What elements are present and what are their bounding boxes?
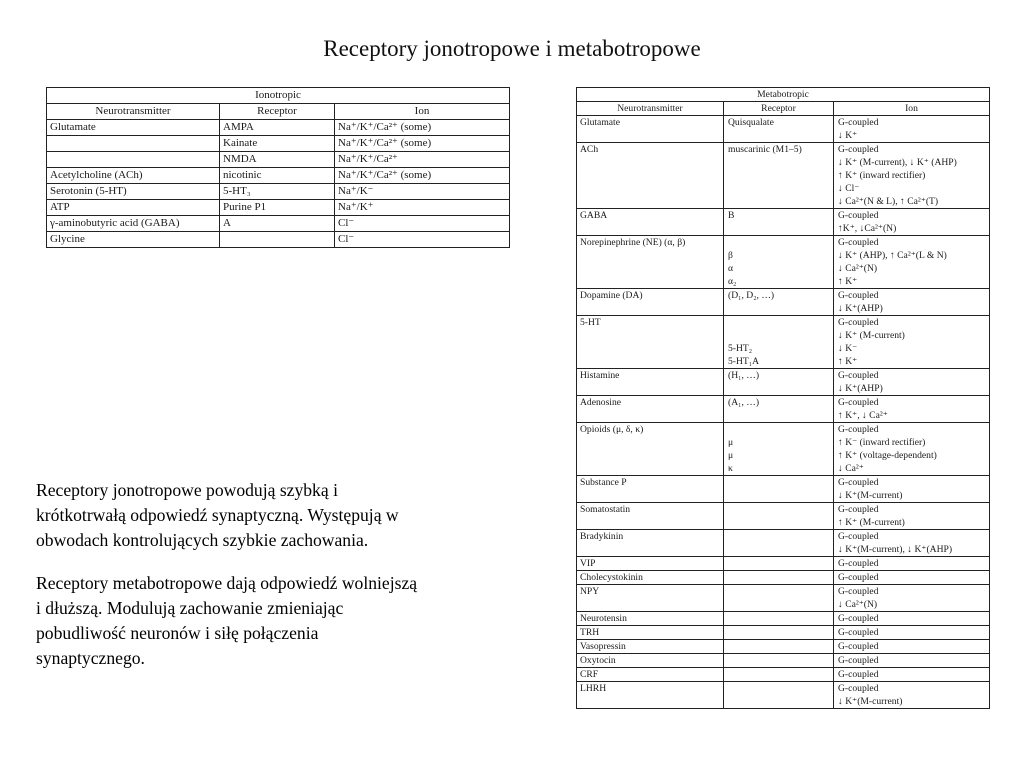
paragraph-metabotropic: [36, 571, 551, 671]
receptor-cell: [724, 209, 834, 236]
table-cell: 5-HT₃: [220, 184, 335, 200]
receptor-name: 5-HT₂: [728, 343, 753, 354]
ion-effect: ↓ Ca²⁺(N): [838, 599, 878, 610]
table-row: [577, 396, 990, 423]
blank-line: [728, 169, 830, 182]
neurotransmitter-name: TRH: [580, 627, 600, 638]
blank-line: [728, 503, 830, 516]
neurotransmitter-cell: [577, 503, 724, 530]
receptor-name: β: [728, 250, 733, 261]
ion-cell: [834, 654, 990, 668]
ion-effect: ↓ K⁺ (AHP), ↑ Ca²⁺(L & N): [838, 250, 947, 261]
ion-effect: G-coupled: [838, 558, 879, 569]
neurotransmitter-cell: [577, 476, 724, 503]
table-row: [577, 612, 990, 626]
blank-line: [728, 612, 830, 625]
blank-line: [728, 640, 830, 653]
ion-effect: ↑ K⁻ (inward rectifier): [838, 437, 926, 448]
blank-line: [728, 585, 830, 598]
table-row: [47, 152, 510, 168]
blank-line: [728, 557, 830, 570]
table-cell: NMDA: [220, 152, 335, 168]
slide-title: Receptory jonotropowe i metabotropowe: [323, 36, 701, 61]
column-header: Ion: [335, 104, 510, 120]
blank-line: [728, 598, 830, 611]
receptor-cell: [724, 668, 834, 682]
table-cell: A: [220, 216, 335, 232]
table-cell: Glycine: [47, 232, 220, 248]
receptor-name: κ: [728, 463, 733, 474]
table-cell: Kainate: [220, 136, 335, 152]
table-row: [577, 530, 990, 557]
table-row: [577, 640, 990, 654]
blank-line: [728, 571, 830, 584]
ionotropic-table: [46, 87, 510, 248]
ion-effect: ↓ K⁺: [838, 130, 858, 141]
neurotransmitter-cell: [577, 557, 724, 571]
receptor-name: (H₁, …): [728, 370, 760, 381]
blank-line: [728, 222, 830, 235]
neurotransmitter-name: 5-HT: [580, 317, 601, 328]
table-row: [577, 423, 990, 476]
ion-cell: [834, 503, 990, 530]
blank-line: [728, 236, 830, 249]
table-row: [47, 120, 510, 136]
metabotropic-caption: Metabotropic: [577, 88, 990, 102]
ion-effect: G-coupled: [838, 613, 879, 624]
receptor-cell: [724, 503, 834, 530]
neurotransmitter-name: LHRH: [580, 683, 607, 694]
ion-cell: [834, 571, 990, 585]
receptor-name: B: [728, 210, 735, 221]
table-cell: [220, 232, 335, 248]
neurotransmitter-cell: [577, 571, 724, 585]
ion-cell: [834, 585, 990, 612]
blank-line: [728, 302, 830, 315]
receptor-cell: [724, 143, 834, 209]
blank-line: [728, 409, 830, 422]
neurotransmitter-name: ACh: [580, 144, 599, 155]
ion-effect: G-coupled: [838, 477, 879, 488]
ion-effect: ↑ K⁺ (inward rectifier): [838, 170, 926, 181]
neurotransmitter-cell: [577, 612, 724, 626]
table-row: [577, 626, 990, 640]
table-row: [47, 216, 510, 232]
table-row: [577, 476, 990, 503]
ion-effect: G-coupled: [838, 397, 879, 408]
paragraph-ionotropic: [36, 478, 551, 553]
table-row: [47, 232, 510, 248]
blank-line: [728, 195, 830, 208]
ion-effect: ↓ Ca²⁺(N): [838, 263, 878, 274]
neurotransmitter-cell: [577, 143, 724, 209]
neurotransmitter-cell: [577, 585, 724, 612]
ion-effect: ↑ K⁺, ↓ Ca²⁺: [838, 410, 888, 421]
table-row: [577, 668, 990, 682]
neurotransmitter-name: Cholecystokinin: [580, 572, 643, 583]
ion-cell: [834, 116, 990, 143]
ion-cell: [834, 626, 990, 640]
table-row: [47, 136, 510, 152]
blank-line: [728, 626, 830, 639]
table-row: [577, 654, 990, 668]
neurotransmitter-name: Bradykinin: [580, 531, 624, 542]
receptor-name: α₂: [728, 276, 737, 287]
receptor-cell: [724, 585, 834, 612]
receptor-cell: [724, 640, 834, 654]
receptor-cell: [724, 289, 834, 316]
ion-effect: G-coupled: [838, 317, 879, 328]
ion-cell: [834, 369, 990, 396]
table-row: [577, 585, 990, 612]
ion-effect: ↓ K⁺(M-current), ↓ K⁺(AHP): [838, 544, 953, 555]
ion-effect: ↑ K⁺ (voltage-dependent): [838, 450, 937, 461]
receptor-name: (D₁, D₂, …): [728, 290, 775, 301]
neurotransmitter-cell: [577, 289, 724, 316]
neurotransmitter-name: Glutamate: [580, 117, 620, 128]
receptor-cell: [724, 236, 834, 289]
table-row: [577, 571, 990, 585]
blank-line: [728, 530, 830, 543]
receptor-cell: [724, 116, 834, 143]
paragraph-line: synaptycznego.: [36, 648, 145, 668]
receptor-cell: [724, 612, 834, 626]
blank-line: [728, 156, 830, 169]
blank-line: [728, 329, 830, 342]
blank-line: [728, 476, 830, 489]
ionotropic-caption: Ionotropic: [47, 88, 510, 104]
ion-cell: [834, 612, 990, 626]
neurotransmitter-name: VIP: [580, 558, 596, 569]
column-header: Receptor: [220, 104, 335, 120]
ion-effect: G-coupled: [838, 237, 879, 248]
ion-effect: ↑K⁺, ↓Ca²⁺(N): [838, 223, 897, 234]
ion-cell: [834, 476, 990, 503]
ion-effect: G-coupled: [838, 669, 879, 680]
table-cell: Na⁺/K⁻: [335, 184, 510, 200]
ion-cell: [834, 236, 990, 289]
blank-line: [728, 182, 830, 195]
neurotransmitter-cell: [577, 423, 724, 476]
table-cell: [47, 152, 220, 168]
blank-line: [728, 129, 830, 142]
ion-effect: G-coupled: [838, 572, 879, 583]
table-cell: Purine P1: [220, 200, 335, 216]
table-row: [577, 116, 990, 143]
ion-cell: [834, 557, 990, 571]
neurotransmitter-name: Norepinephrine (NE) (α, β): [580, 237, 686, 248]
ion-effect: ↑ K⁺: [838, 276, 858, 287]
receptor-name: μ: [728, 450, 734, 461]
neurotransmitter-cell: [577, 369, 724, 396]
table-row: [577, 316, 990, 369]
column-header: Neurotransmitter: [47, 104, 220, 120]
table-row: [577, 503, 990, 530]
blank-line: [728, 423, 830, 436]
receptor-name: Quisqualate: [728, 117, 774, 128]
neurotransmitter-name: Vasopressin: [580, 641, 626, 652]
neurotransmitter-name: Adenosine: [580, 397, 622, 408]
neurotransmitter-cell: [577, 236, 724, 289]
blank-line: [728, 316, 830, 329]
receptor-cell: [724, 369, 834, 396]
ion-effect: G-coupled: [838, 586, 879, 597]
neurotransmitter-cell: [577, 654, 724, 668]
ion-effect: ↓ K⁺ (M-current): [838, 330, 905, 341]
ion-cell: [834, 640, 990, 654]
receptor-name: 5-HT₁A: [728, 356, 760, 367]
neurotransmitter-cell: [577, 640, 724, 654]
table-cell: Cl⁻: [335, 216, 510, 232]
receptor-cell: [724, 682, 834, 709]
neurotransmitter-name: Oxytocin: [580, 655, 616, 666]
table-cell: Na⁺/K⁺/Ca²⁺: [335, 152, 510, 168]
ion-cell: [834, 682, 990, 709]
neurotransmitter-name: Opioids (μ, δ, κ): [580, 424, 644, 435]
table-row: [577, 236, 990, 289]
paragraph-line: obwodach kontrolujących szybkie zachowania.: [36, 530, 369, 550]
neurotransmitter-cell: [577, 396, 724, 423]
ion-effect: G-coupled: [838, 290, 879, 301]
ion-effect: ↓ Ca²⁺(N & L), ↑ Ca²⁺(T): [838, 196, 939, 207]
ion-effect: ↓ K⁺(M-current): [838, 490, 903, 501]
table-row: [577, 143, 990, 209]
receptor-cell: [724, 654, 834, 668]
receptor-cell: [724, 530, 834, 557]
table-cell: Serotonin (5-HT): [47, 184, 220, 200]
ion-effect: G-coupled: [838, 683, 879, 694]
receptor-cell: [724, 423, 834, 476]
neurotransmitter-name: Somatostatin: [580, 504, 631, 515]
table-cell: Na⁺/K⁺/Ca²⁺ (some): [335, 120, 510, 136]
column-header: Receptor: [724, 102, 834, 116]
ion-effect: G-coupled: [838, 424, 879, 435]
neurotransmitter-cell: [577, 668, 724, 682]
table-cell: γ-aminobutyric acid (GABA): [47, 216, 220, 232]
paragraph-line: Receptory metabotropowe dają odpowiedź wolniejszą: [36, 573, 418, 593]
table-cell: Glutamate: [47, 120, 220, 136]
blank-line: [728, 516, 830, 529]
table-cell: Na⁺/K⁺/Ca²⁺ (some): [335, 168, 510, 184]
table-cell: [47, 136, 220, 152]
ion-cell: [834, 423, 990, 476]
neurotransmitter-name: Dopamine (DA): [580, 290, 643, 301]
neurotransmitter-name: NPY: [580, 586, 600, 597]
table-cell: Na⁺/K⁺/Ca²⁺ (some): [335, 136, 510, 152]
table-row: [47, 184, 510, 200]
table-row: [577, 557, 990, 571]
blank-line: [728, 543, 830, 556]
paragraph-line: pobudliwość neuronów i siłę połączenia: [36, 623, 319, 643]
blank-line: [728, 382, 830, 395]
table-cell: Cl⁻: [335, 232, 510, 248]
table-row: [577, 682, 990, 709]
receptor-name: (A₁, …): [728, 397, 760, 408]
ion-effect: ↓ K⁺(AHP): [838, 383, 883, 394]
ion-cell: [834, 668, 990, 682]
table-cell: Na⁺/K⁺: [335, 200, 510, 216]
blank-line: [728, 682, 830, 695]
receptor-cell: [724, 396, 834, 423]
table-row: [577, 289, 990, 316]
receptor-name: muscarinic (M1–5): [728, 144, 802, 155]
receptor-name: α: [728, 263, 734, 274]
paragraph-line: Receptory jonotropowe powodują szybką i: [36, 480, 338, 500]
metabotropic-table: [576, 87, 990, 709]
paragraph-line: i dłuższą. Modulują zachowanie zmieniając: [36, 598, 344, 618]
ion-effect: ↓ K⁺(M-current): [838, 696, 903, 707]
neurotransmitter-cell: [577, 116, 724, 143]
ion-cell: [834, 316, 990, 369]
neurotransmitter-name: Histamine: [580, 370, 620, 381]
neurotransmitter-cell: [577, 209, 724, 236]
blank-line: [728, 489, 830, 502]
ion-cell: [834, 289, 990, 316]
receptor-cell: [724, 571, 834, 585]
neurotransmitter-name: Substance P: [580, 477, 627, 488]
table-row: [47, 200, 510, 216]
table-cell: nicotinic: [220, 168, 335, 184]
blank-line: [728, 668, 830, 681]
ion-effect: ↑ K⁺: [838, 356, 858, 367]
neurotransmitter-cell: [577, 316, 724, 369]
ion-effect: G-coupled: [838, 655, 879, 666]
ion-effect: ↓ K⁺ (M-current), ↓ K⁺ (AHP): [838, 157, 957, 168]
table-row: [577, 369, 990, 396]
neurotransmitter-cell: [577, 682, 724, 709]
ion-effect: G-coupled: [838, 144, 879, 155]
ion-cell: [834, 530, 990, 557]
column-header: Ion: [834, 102, 990, 116]
ion-cell: [834, 143, 990, 209]
ion-effect: G-coupled: [838, 117, 879, 128]
ion-effect: ↓ K⁺(AHP): [838, 303, 883, 314]
ion-effect: ↓ Ca²⁺: [838, 463, 864, 474]
ion-effect: G-coupled: [838, 627, 879, 638]
ion-effect: ↓ Cl⁻: [838, 183, 860, 194]
neurotransmitter-name: GABA: [580, 210, 608, 221]
neurotransmitter-name: CRF: [580, 669, 599, 680]
receptor-name: μ: [728, 437, 734, 448]
neurotransmitter-cell: [577, 530, 724, 557]
neurotransmitter-cell: [577, 626, 724, 640]
table-cell: ATP: [47, 200, 220, 216]
neurotransmitter-name: Neurotensin: [580, 613, 627, 624]
ion-effect: G-coupled: [838, 210, 879, 221]
ion-effect: G-coupled: [838, 531, 879, 542]
ion-effect: G-coupled: [838, 504, 879, 515]
receptor-cell: [724, 626, 834, 640]
blank-line: [728, 654, 830, 667]
ion-cell: [834, 396, 990, 423]
table-cell: AMPA: [220, 120, 335, 136]
ion-effect: G-coupled: [838, 641, 879, 652]
table-row: [577, 209, 990, 236]
table-row: [47, 168, 510, 184]
ion-effect: ↓ K⁻: [838, 343, 858, 354]
table-cell: Acetylcholine (ACh): [47, 168, 220, 184]
ion-effect: G-coupled: [838, 370, 879, 381]
ion-effect: ↑ K⁺ (M-current): [838, 517, 905, 528]
column-header: Neurotransmitter: [577, 102, 724, 116]
ion-cell: [834, 209, 990, 236]
receptor-cell: [724, 557, 834, 571]
receptor-cell: [724, 476, 834, 503]
blank-line: [728, 695, 830, 708]
paragraph-line: krótkotrwałą odpowiedź synaptyczną. Występują w: [36, 505, 399, 525]
receptor-cell: [724, 316, 834, 369]
